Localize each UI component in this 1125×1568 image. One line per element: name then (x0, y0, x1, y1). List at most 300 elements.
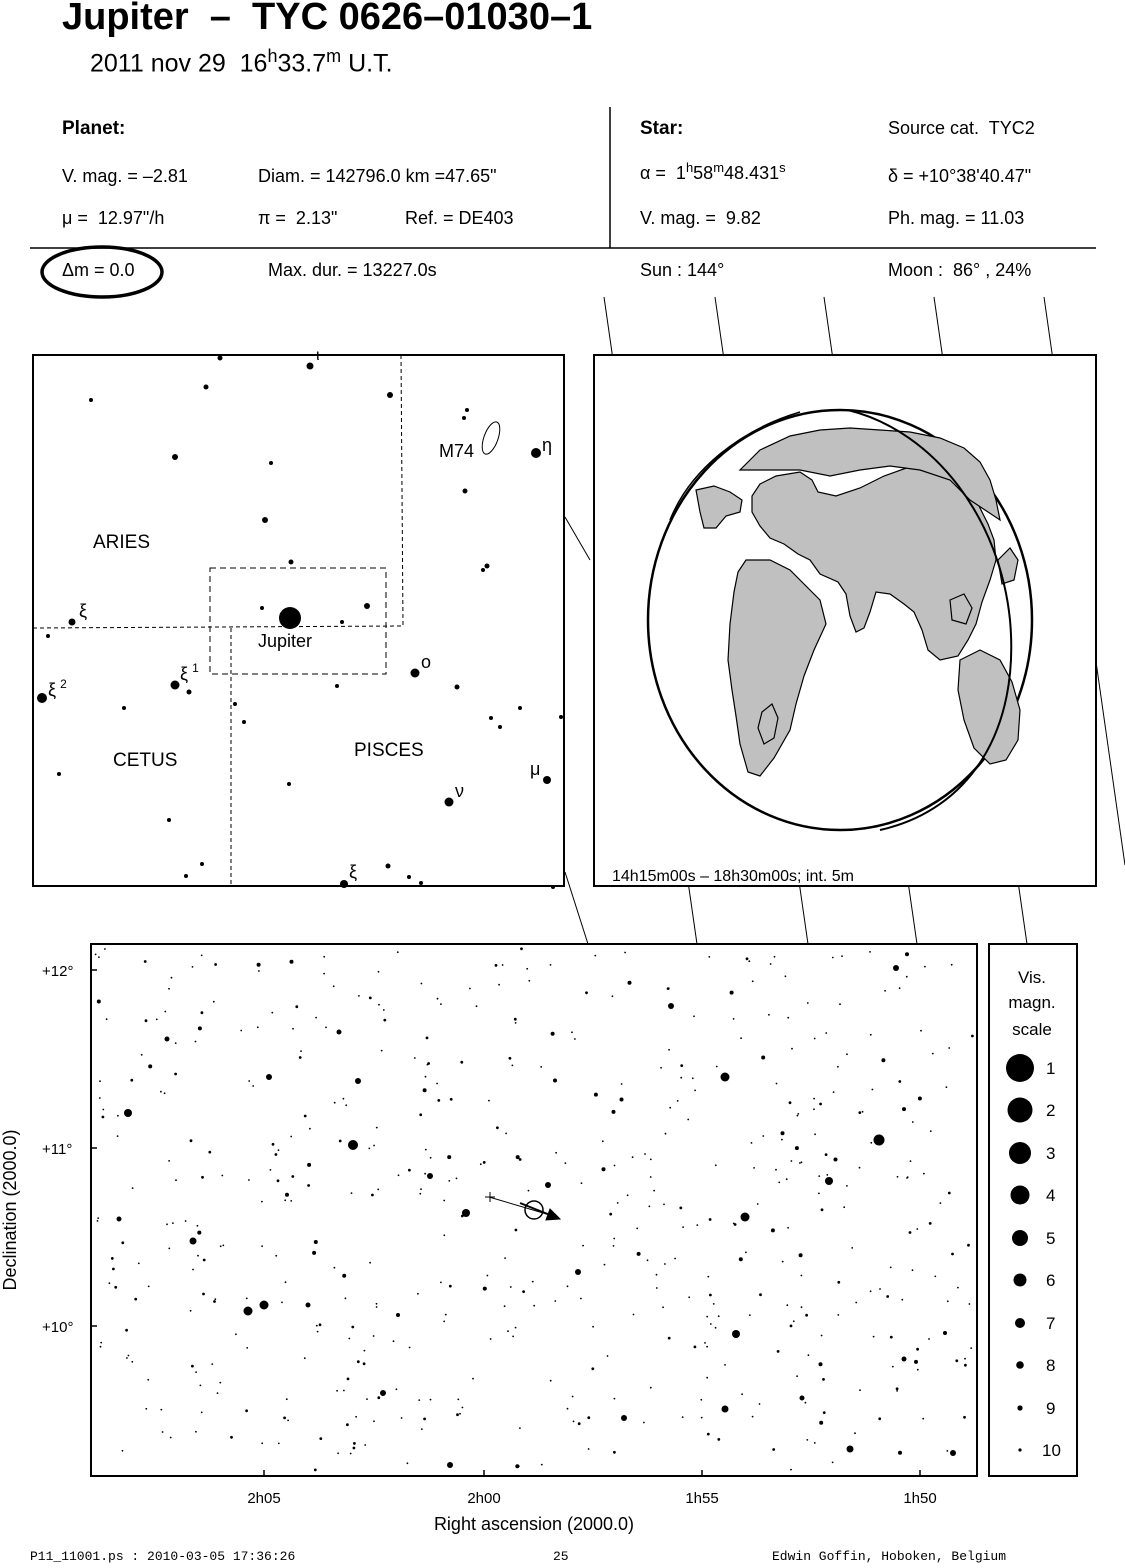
faint-star (643, 1422, 645, 1424)
faint-star (901, 1299, 903, 1301)
legend-mag-3: 3 (1046, 1144, 1056, 1163)
faint-star (383, 1009, 385, 1011)
legend-mag-8: 8 (1046, 1356, 1056, 1375)
faint-star (964, 1358, 966, 1360)
moon-elongation: Moon : 86° , 24% (888, 260, 1032, 280)
delta-magnitude: Δm = 0.0 (62, 260, 135, 280)
faint-star (383, 1019, 386, 1022)
faint-star (826, 1174, 828, 1176)
faint-star (588, 1448, 590, 1450)
faint-star (425, 1076, 427, 1078)
faint-star (457, 1399, 459, 1401)
faint-star (664, 1263, 666, 1265)
faint-star (192, 966, 194, 968)
faint-star (633, 1314, 635, 1316)
faint-star (319, 1323, 322, 1326)
faint-star (261, 1245, 263, 1247)
faint-star (791, 1048, 793, 1050)
faint-star (364, 1444, 366, 1446)
faint-star (970, 1347, 972, 1349)
faint-star (591, 1367, 594, 1370)
faint-star (270, 1169, 272, 1171)
faint-star (914, 1360, 918, 1364)
faint-star (185, 1220, 187, 1222)
faint-star (339, 1140, 342, 1143)
faint-star (930, 1130, 932, 1132)
faint-star (258, 970, 260, 972)
faint-star (316, 1325, 318, 1327)
faint-star (907, 1176, 909, 1178)
delta-mag-circle (42, 247, 162, 297)
faint-star (878, 1417, 881, 1420)
faint-star (376, 1127, 378, 1129)
faint-star (378, 1004, 380, 1006)
faint-star (505, 1133, 507, 1135)
faint-star (396, 1313, 400, 1317)
faint-star (662, 1306, 664, 1308)
faint-star (707, 1433, 710, 1436)
faint-star (943, 1331, 947, 1335)
faint-star (160, 1409, 162, 1411)
faint-star (427, 1064, 429, 1066)
faint-star (694, 1090, 696, 1092)
faint-star (759, 1403, 761, 1405)
faint-star (278, 1149, 280, 1151)
faint-star (644, 1153, 646, 1155)
greek-label-xi: ξ (79, 601, 88, 621)
faint-star (709, 1294, 712, 1297)
faint-star (351, 1192, 353, 1194)
faint-star (745, 1252, 747, 1254)
faint-star (781, 1139, 783, 1141)
constellation-label-pisces: PISCES (354, 740, 424, 761)
faint-star (214, 963, 217, 966)
faint-star (795, 1146, 799, 1150)
faint-star (701, 1417, 703, 1419)
footer-author: Edwin Goffin, Hoboken, Belgium (772, 1549, 1007, 1564)
faint-star (201, 1176, 204, 1179)
faint-star (272, 1143, 275, 1146)
faint-star (928, 1338, 930, 1340)
faint-star (430, 1399, 432, 1401)
faint-star (358, 995, 360, 997)
faint-star (578, 1422, 581, 1425)
faint-star (906, 976, 908, 978)
faint-star (621, 1083, 623, 1085)
faint-star (920, 1030, 922, 1032)
faint-star (125, 1329, 128, 1332)
faint-star (423, 1418, 426, 1421)
faint-star (604, 1264, 606, 1266)
faint-star (550, 1380, 552, 1382)
faint-star (632, 1156, 634, 1158)
faint-star (418, 1399, 420, 1401)
faint-star (275, 1255, 277, 1257)
faint-star (801, 1161, 803, 1163)
faint-star (201, 955, 203, 957)
faint-star (582, 1245, 584, 1247)
faint-star (818, 1193, 820, 1195)
faint-star (551, 1032, 555, 1036)
faint-star (450, 1098, 453, 1101)
faint-star (819, 1421, 823, 1425)
faint-star (425, 1149, 427, 1151)
faint-star (770, 963, 772, 965)
faint-star (430, 1157, 432, 1159)
faint-star (706, 1346, 708, 1348)
faint-star (607, 1355, 609, 1357)
faint-star (248, 1179, 250, 1181)
globe-caption: 14h15m00s – 18h30m00s; int. 5m (612, 868, 854, 885)
faint-star (445, 1314, 447, 1316)
legend-mag-6: 6 (1046, 1271, 1056, 1290)
faint-star (348, 1338, 350, 1340)
faint-star (325, 1027, 327, 1029)
faint-star (899, 987, 901, 989)
faint-star (98, 956, 100, 958)
faint-star (219, 1382, 221, 1384)
faint-star (408, 1169, 411, 1172)
faint-star (650, 1159, 652, 1161)
faint-star (447, 1155, 451, 1159)
faint-star (730, 991, 734, 995)
faint-star (217, 1392, 219, 1394)
faint-star (665, 1133, 667, 1135)
faint-star (292, 1028, 294, 1030)
faint-star (190, 1139, 193, 1142)
faint-star (821, 1208, 824, 1211)
faint-star (896, 1387, 899, 1390)
faint-star (440, 1282, 442, 1284)
faint-star (195, 1371, 197, 1373)
faint-star (516, 1155, 520, 1159)
faint-star (663, 1204, 665, 1206)
faint-star (220, 1245, 222, 1247)
faint-star (130, 1079, 133, 1082)
faint-star (814, 1442, 816, 1444)
faint-star (304, 1115, 307, 1118)
faint-star (592, 1326, 594, 1328)
faint-star (777, 1350, 780, 1353)
faint-star (617, 1202, 619, 1204)
faint-star (752, 1416, 754, 1418)
star-right-ascension: α = 1$^h$58$^m$48.431$^s$ (640, 160, 786, 183)
faint-star (512, 1336, 514, 1338)
legend-mag-4: 4 (1046, 1186, 1056, 1205)
faint-star (771, 1228, 775, 1232)
faint-star (790, 1469, 792, 1471)
faint-star (688, 1296, 690, 1298)
faint-star (612, 1110, 616, 1114)
jupiter-label: Jupiter (258, 631, 313, 651)
faint-star (762, 1135, 764, 1137)
faint-star (287, 1420, 289, 1422)
faint-star (948, 1192, 951, 1195)
faint-star (459, 1413, 461, 1415)
faint-star (898, 1080, 901, 1083)
faint-star (283, 1417, 286, 1420)
faint-star (946, 1086, 948, 1088)
faint-star (761, 1056, 765, 1060)
faint-star (509, 1057, 512, 1060)
faint-star (309, 1128, 311, 1130)
jupiter-marker (279, 607, 301, 629)
faint-star (553, 1079, 557, 1083)
faint-star (594, 1093, 598, 1097)
faint-star (198, 1026, 202, 1030)
faint-star (472, 1378, 474, 1380)
faint-star (814, 1133, 816, 1135)
faint-star (693, 1015, 695, 1017)
faint-star (100, 1342, 102, 1344)
faint-star (905, 952, 909, 956)
faint-star (496, 1126, 499, 1129)
faint-star (789, 1101, 792, 1104)
event-datetime: 2011 nov 29 16$^h$33.7$^m$ U.T. (90, 46, 393, 78)
faint-star (373, 1420, 375, 1422)
faint-star (148, 1286, 150, 1288)
faint-star (821, 1335, 823, 1337)
faint-star (733, 1018, 735, 1020)
faint-star (257, 1026, 259, 1028)
faint-star (916, 1348, 919, 1351)
ra-tick-2h05: 2h05 (247, 1490, 281, 1507)
faint-star (677, 1100, 679, 1102)
faint-star (230, 1436, 233, 1439)
faint-star (739, 1257, 743, 1261)
greek-label-eta: η (542, 435, 553, 455)
faint-star (650, 1387, 652, 1389)
faint-star (138, 1263, 140, 1265)
faint-star (195, 1041, 197, 1043)
faint-star (245, 1409, 248, 1412)
faint-star (315, 1017, 317, 1019)
faint-star (355, 1416, 357, 1418)
detail-star-chart (0, 944, 977, 1534)
faint-star (104, 948, 106, 950)
faint-star (772, 1448, 775, 1451)
faint-star (571, 1031, 573, 1033)
faint-star (897, 1176, 899, 1178)
faint-star (145, 1408, 147, 1410)
faint-star (746, 957, 749, 960)
faint-star (627, 1194, 629, 1196)
faint-star (679, 1207, 682, 1210)
faint-star (967, 1244, 970, 1247)
faint-star (637, 1252, 641, 1256)
faint-star (307, 1163, 311, 1167)
faint-star (334, 1102, 336, 1104)
faint-star (342, 1274, 346, 1278)
faint-star (567, 1408, 569, 1410)
ra-tick-1h50: 1h50 (903, 1490, 937, 1507)
faint-star (99, 1080, 101, 1082)
faint-star (674, 1258, 676, 1260)
faint-star (246, 1298, 248, 1300)
faint-star (687, 1119, 689, 1121)
faint-star (870, 1290, 872, 1292)
legend-mag-10: 10 (1042, 1441, 1061, 1460)
faint-star (353, 1442, 356, 1445)
faint-star (572, 1396, 574, 1398)
faint-star (397, 951, 399, 953)
faint-star (97, 1220, 99, 1222)
faint-star (594, 955, 596, 957)
faint-star (916, 1228, 918, 1230)
faint-star (656, 1287, 658, 1289)
faint-star (304, 1357, 306, 1359)
faint-star (345, 1104, 347, 1106)
faint-star (704, 1342, 706, 1344)
faint-star (99, 1097, 101, 1099)
faint-star (759, 1293, 762, 1296)
faint-star (870, 1142, 872, 1144)
ephemeris-reference: Ref. = DE403 (405, 208, 514, 228)
faint-star (448, 1180, 450, 1182)
faint-star (515, 1229, 518, 1232)
faint-star (126, 1357, 128, 1359)
faint-star (436, 1083, 438, 1085)
faint-star (277, 1179, 280, 1182)
faint-star (614, 1398, 616, 1400)
faint-star (419, 1193, 421, 1195)
faint-star (694, 1346, 697, 1349)
faint-star (813, 1108, 815, 1110)
star-declination: δ = +10°38'40.47" (888, 166, 1032, 186)
faint-star (843, 1206, 845, 1208)
faint-star (612, 995, 614, 997)
faint-star (879, 1288, 881, 1290)
faint-star (299, 1056, 302, 1059)
faint-star (366, 1398, 368, 1400)
star-vmag: V. mag. = 9.82 (640, 208, 761, 228)
faint-star (918, 1097, 922, 1101)
faint-star (799, 1162, 801, 1164)
faint-star (775, 1169, 777, 1171)
faint-star (440, 1003, 442, 1005)
faint-star (832, 957, 834, 959)
faint-star (336, 1390, 338, 1392)
faint-star (805, 1402, 807, 1404)
faint-star (614, 1165, 616, 1167)
faint-star (796, 1375, 798, 1377)
faint-star (111, 1257, 114, 1260)
faint-star (202, 1293, 205, 1296)
faint-star (533, 1305, 535, 1307)
faint-star (710, 1323, 712, 1325)
faint-star (376, 1303, 378, 1305)
faint-star (715, 1164, 717, 1166)
faint-star (628, 981, 632, 985)
faint-star (414, 1057, 416, 1059)
faint-star (407, 1462, 409, 1464)
faint-star (97, 1000, 101, 1004)
faint-star (357, 1360, 360, 1363)
faint-star (469, 988, 471, 990)
faint-star (969, 1303, 971, 1305)
faint-star (873, 1336, 875, 1338)
faint-star (910, 1160, 912, 1162)
faint-star (700, 1399, 702, 1401)
faint-star (166, 1223, 168, 1225)
faint-star (102, 1109, 104, 1111)
faint-star (668, 1049, 670, 1051)
faint-star (581, 1182, 583, 1184)
faint-star (808, 1354, 810, 1356)
faint-star (350, 1453, 352, 1455)
faint-star (462, 1407, 464, 1409)
faint-star (785, 975, 787, 977)
faint-star (271, 1012, 273, 1014)
faint-star (833, 1091, 835, 1093)
faint-star (656, 1274, 658, 1276)
faint-star (753, 1167, 755, 1169)
faint-star (127, 1355, 129, 1357)
faint-star (222, 1245, 224, 1247)
faint-star (498, 984, 500, 986)
faint-star (487, 1275, 489, 1277)
faint-star (373, 1145, 375, 1147)
faint-star (825, 1032, 827, 1034)
faint-star (369, 1262, 371, 1264)
faint-star (790, 1325, 793, 1328)
faint-star (437, 998, 439, 1000)
faint-star (851, 1247, 853, 1249)
faint-star (290, 1200, 292, 1202)
faint-star (886, 1295, 889, 1298)
faint-star (437, 1099, 440, 1102)
faint-star (565, 1162, 567, 1164)
faint-star (514, 1018, 517, 1021)
faint-star (613, 1245, 615, 1247)
faint-star (706, 1377, 708, 1379)
planet-parallax: π = 2.13" (258, 208, 338, 228)
faint-star (423, 1088, 427, 1092)
faint-star (420, 1188, 422, 1190)
greek-label-xi2: ξ $^2$ (48, 677, 67, 700)
faint-star (171, 977, 173, 979)
faint-star (555, 1152, 557, 1154)
faint-star (261, 1201, 263, 1203)
faint-star (421, 1428, 423, 1430)
faint-star (890, 1336, 893, 1339)
faint-star (814, 1038, 816, 1040)
faint-star (892, 1366, 894, 1368)
faint-star (858, 1111, 861, 1114)
faint-star (613, 1238, 615, 1240)
faint-star (859, 1167, 861, 1169)
faint-star (881, 1058, 885, 1062)
faint-star (172, 1222, 174, 1224)
faint-star (168, 1160, 170, 1162)
faint-star (709, 1218, 712, 1221)
faint-star (692, 1077, 694, 1079)
faint-star (162, 1431, 164, 1433)
faint-star (540, 1066, 542, 1068)
faint-star (221, 1175, 223, 1177)
finder-chart (33, 347, 564, 889)
faint-star (100, 1346, 102, 1348)
faint-star (955, 1359, 958, 1362)
faint-star (776, 1083, 778, 1085)
faint-star (201, 1412, 203, 1414)
footer-file: P11_11001.ps : 2010-03-05 17:36:26 (30, 1549, 296, 1564)
faint-star (106, 1018, 108, 1020)
faint-star (837, 1281, 840, 1284)
greek-label-xi-bottom: ξ (349, 862, 358, 882)
faint-star (426, 1037, 429, 1040)
faint-star (648, 1206, 650, 1208)
